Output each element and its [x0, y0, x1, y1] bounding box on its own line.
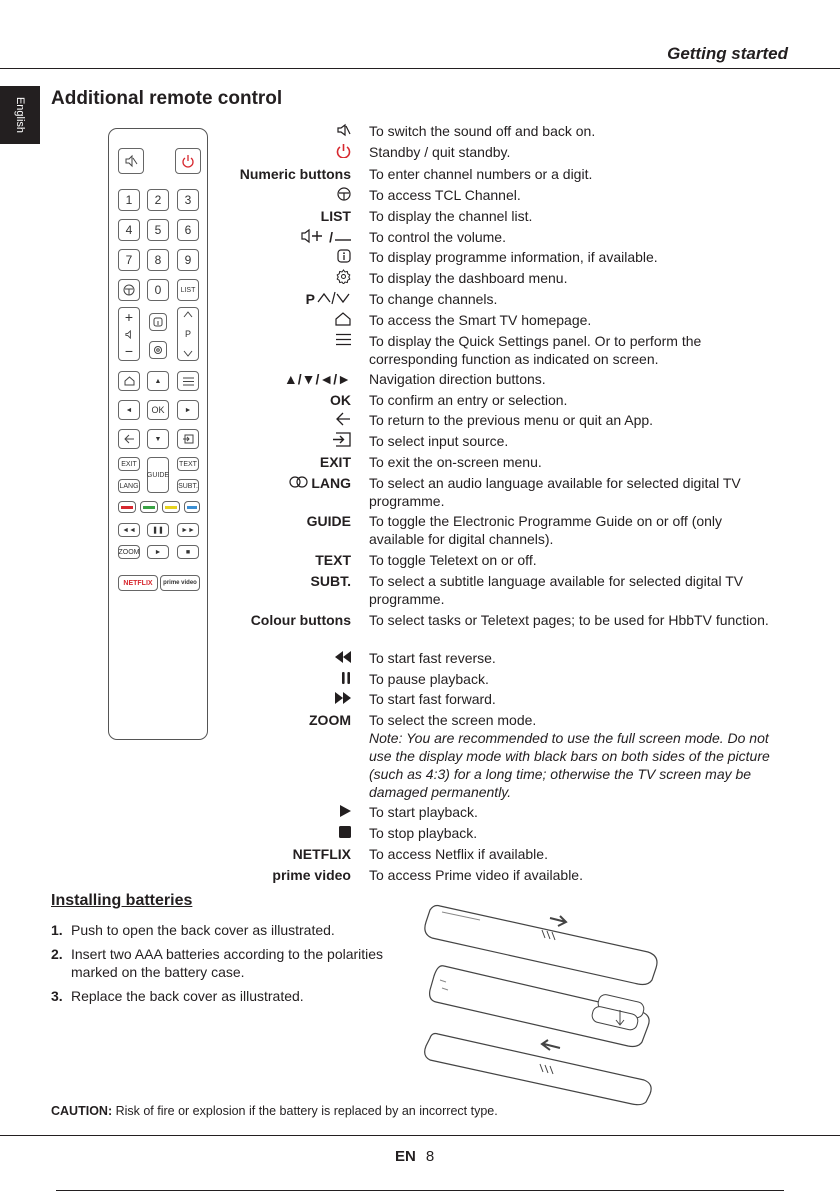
remote-control-illustration — [108, 128, 208, 740]
remote-blue-button — [184, 501, 200, 513]
page-number: 8 — [425, 1148, 435, 1165]
row-description — [369, 411, 779, 429]
install-step — [51, 921, 411, 939]
description-text: To stop playback. — [369, 825, 478, 841]
remote-text-button: TEXT — [177, 457, 199, 471]
key-label: ▲/▼/◄/► — [283, 371, 351, 387]
row-description — [369, 649, 779, 667]
key-label: prime video — [272, 867, 351, 883]
footer-lang: EN — [395, 1148, 416, 1165]
row-key — [339, 824, 351, 842]
key-label: OK — [330, 392, 351, 408]
row-key — [321, 207, 351, 225]
power-icon — [181, 154, 195, 168]
chevron-up-icon — [183, 311, 193, 318]
key-label: SUBT. — [310, 573, 351, 589]
description-text: To display the channel list. — [369, 208, 533, 224]
remote-info-button — [149, 313, 167, 331]
row-key — [337, 122, 351, 140]
bottom-rule — [56, 1190, 784, 1191]
row-key — [336, 143, 351, 161]
page-footer — [395, 1148, 434, 1165]
description-text: To start fast forward. — [369, 691, 496, 707]
install-step — [51, 945, 411, 981]
caution-note — [51, 1104, 498, 1118]
installing-batteries-heading: Installing batteries — [51, 892, 193, 909]
header-divider — [0, 68, 840, 69]
description-text: To access Netflix if available. — [369, 846, 548, 862]
row-description — [369, 165, 779, 183]
row-key — [333, 432, 351, 450]
remote-lang-button: LANG — [118, 479, 140, 493]
description-text: To change channels. — [369, 291, 498, 307]
description-text: To toggle the Electronic Programme Guide on or off (only available for digital channels). — [369, 513, 723, 547]
zoom-note: Note: You are recommended to use the full screen mode. Do not use the display mode with black bars on both sides of the picture (such as 4:3) for a long time; otherwise the TV screen may be damaged permanently. — [369, 730, 770, 800]
description-text: To enter channel numbers or a digit. — [369, 166, 593, 182]
footer-divider — [0, 1135, 840, 1136]
remote-ok-button: OK — [147, 400, 169, 420]
remote-menu-button — [177, 371, 199, 391]
key-label: TEXT — [315, 552, 351, 568]
row-key — [337, 248, 351, 266]
back-icon — [336, 412, 351, 429]
remote-digit-1: 1 — [118, 189, 140, 211]
remote-up-button: ▲ — [147, 371, 169, 391]
row-description — [369, 611, 779, 629]
chevron-down-icon — [183, 350, 193, 357]
home-icon — [124, 376, 135, 386]
row-key — [336, 269, 351, 287]
description-text: To access TCL Channel. — [369, 187, 521, 203]
key-label: / — [329, 229, 333, 245]
row-key — [307, 512, 351, 530]
remote-digit-8: 8 — [147, 249, 169, 271]
row-description — [369, 866, 779, 884]
stop-icon — [339, 825, 351, 841]
remote-left-button: ◄ — [118, 400, 140, 420]
remote-stop-button: ■ — [177, 545, 199, 559]
pause-icon — [341, 671, 351, 687]
tcl-channel-icon — [123, 284, 135, 296]
key-label: LIST — [320, 208, 351, 224]
key-label: Numeric buttons — [239, 166, 351, 182]
remote-down-button: ▼ — [147, 429, 169, 449]
remote-green-button — [140, 501, 158, 513]
menu-icon — [336, 333, 351, 349]
key-label: Colour buttons — [250, 612, 351, 628]
remote-mute-button — [118, 148, 144, 174]
remote-ff-button: ►► — [177, 523, 199, 537]
menu-icon — [183, 377, 194, 386]
remote-exit-button: EXIT — [118, 457, 140, 471]
step-number: 2. — [51, 946, 63, 962]
row-key — [320, 453, 351, 471]
battery-installation-illustration — [420, 894, 670, 1106]
remote-channel-rocker — [177, 307, 199, 361]
row-description — [369, 474, 779, 510]
key-label: ZOOM — [309, 712, 351, 728]
key-label: NETFLIX — [292, 846, 351, 862]
remote-yellow-button — [162, 501, 180, 513]
volume-icon — [125, 330, 134, 339]
remote-subt-button: SUBT. — [177, 479, 199, 493]
remote-power-button — [175, 148, 201, 174]
remote-digit-7: 7 — [118, 249, 140, 271]
remote-digit-3: 3 — [177, 189, 199, 211]
remote-digit-5: 5 — [147, 219, 169, 241]
home-icon — [335, 312, 351, 329]
input-source-icon — [183, 434, 194, 444]
description-text: To display the dashboard menu. — [369, 270, 568, 286]
key-label: GUIDE — [306, 513, 351, 529]
row-description — [369, 845, 779, 863]
description-text: To select input source. — [369, 433, 509, 449]
page-title: Additional remote control — [51, 88, 283, 109]
input-source-icon — [333, 432, 351, 450]
row-description — [369, 228, 779, 246]
remote-rewind-button: ◄◄ — [118, 523, 140, 537]
power-icon — [336, 143, 351, 161]
remote-red-button — [118, 501, 136, 513]
row-description — [369, 711, 779, 801]
row-key — [335, 311, 351, 329]
row-key — [330, 391, 351, 409]
remote-cover-close-drawing — [425, 1034, 651, 1105]
step-text: Replace the back cover as illustrated. — [71, 988, 304, 1004]
step-number: 3. — [51, 988, 63, 1004]
description-text: To access Prime video if available. — [369, 867, 583, 883]
tcl-channel-icon — [337, 187, 351, 204]
row-key — [293, 845, 351, 863]
row-key — [335, 690, 351, 708]
remote-right-button: ► — [177, 400, 199, 420]
remote-list-button: LIST — [177, 279, 199, 301]
description-text: To pause playback. — [369, 671, 489, 687]
description-text: To start fast reverse. — [369, 650, 496, 666]
description-text: To select the screen mode. — [369, 712, 537, 728]
description-text: To select tasks or Teletext pages; to be used for HbbTV function. — [369, 612, 769, 628]
row-description — [369, 370, 779, 388]
minus-icon — [335, 229, 351, 245]
description-text: To select an audio language available for selected digital TV programme. — [369, 475, 741, 509]
rewind-icon — [335, 650, 351, 666]
remote-home-button — [118, 371, 140, 391]
description-text: Navigation direction buttons. — [369, 371, 546, 387]
fast-forward-icon — [335, 691, 351, 707]
remote-digit-6: 6 — [177, 219, 199, 241]
row-description — [369, 690, 779, 708]
description-text: To display the Quick Settings panel. Or to perform the corresponding function as indicated on screen. — [369, 333, 702, 367]
remote-input-button — [177, 429, 199, 449]
install-step — [51, 987, 411, 1005]
remote-volume-rocker: + − — [118, 307, 140, 361]
row-description — [369, 207, 779, 225]
side-tab-label: English — [14, 96, 26, 134]
play-icon — [340, 804, 351, 820]
row-description — [369, 248, 779, 266]
row-key — [340, 803, 351, 821]
row-description — [369, 670, 779, 688]
row-key — [301, 228, 351, 246]
caution-label: CAUTION: — [51, 1104, 113, 1118]
step-text: Insert two AAA batteries according to the polarities marked on the battery case. — [71, 946, 384, 980]
description-text: To toggle Teletext on or off. — [369, 552, 537, 568]
remote-p-label: P — [184, 329, 191, 339]
remote-digit-0: 0 — [147, 279, 169, 301]
remote-digit-4: 4 — [118, 219, 140, 241]
row-key — [306, 290, 351, 308]
mute-icon — [337, 123, 351, 140]
description-text: To access the Smart TV homepage. — [369, 312, 592, 328]
settings-icon — [153, 345, 163, 355]
description-text: Standby / quit standby. — [369, 144, 511, 160]
row-description — [369, 551, 779, 569]
mute-icon — [124, 154, 138, 168]
row-description — [369, 290, 779, 308]
row-description — [369, 186, 779, 204]
description-text: To return to the previous menu or quit an App. — [369, 412, 654, 428]
remote-prime-button: prime video — [160, 575, 200, 591]
row-description — [369, 311, 779, 329]
row-key — [337, 186, 351, 204]
key-label: P — [305, 291, 315, 307]
description-text: To start playback. — [369, 804, 478, 820]
row-description — [369, 453, 779, 471]
description-text: To display programme information, if available. — [369, 249, 658, 265]
remote-digit-2: 2 — [147, 189, 169, 211]
row-key — [272, 866, 351, 884]
remote-back-button — [118, 429, 140, 449]
language-side-tab — [0, 86, 40, 144]
row-key — [251, 611, 351, 629]
row-key — [311, 572, 351, 590]
remote-digit-9: 9 — [177, 249, 199, 271]
row-key — [284, 370, 351, 388]
description-text: To control the volume. — [369, 229, 506, 245]
description-text: To switch the sound off and back on. — [369, 123, 596, 139]
row-description — [369, 432, 779, 450]
description-text: To exit the on-screen menu. — [369, 454, 542, 470]
remote-pause-button: ❚❚ — [147, 523, 169, 537]
row-description — [369, 512, 779, 548]
row-key — [335, 649, 351, 667]
info-icon — [153, 317, 163, 327]
section-header: Getting started — [667, 44, 788, 63]
remote-netflix-button: NETFLIX — [118, 575, 158, 591]
row-description — [369, 803, 779, 821]
row-description — [369, 391, 779, 409]
row-key — [336, 332, 351, 350]
row-key — [315, 551, 351, 569]
row-description — [369, 269, 779, 287]
row-description — [369, 332, 779, 368]
row-key — [289, 474, 351, 492]
remote-play-button: ► — [147, 545, 169, 559]
row-key — [240, 165, 351, 183]
row-key — [309, 711, 351, 729]
remote-zoom-button: ZOOM — [118, 545, 140, 559]
step-text: Push to open the back cover as illustrated. — [71, 922, 335, 938]
remote-guide-button: GUIDE — [147, 457, 169, 493]
settings-icon — [336, 269, 351, 287]
row-description — [369, 572, 779, 608]
volume-icon — [301, 228, 327, 247]
row-description — [369, 824, 779, 842]
channel-updown-icon — [317, 291, 351, 308]
remote-settings-button — [149, 341, 167, 359]
remote-tcl-button — [118, 279, 140, 301]
caution-text: Risk of fire or explosion if the battery is replaced by an incorrect type. — [112, 1104, 498, 1118]
row-key — [341, 670, 351, 688]
step-number: 1. — [51, 922, 63, 938]
key-label: EXIT — [319, 454, 351, 470]
key-label: LANG — [311, 475, 351, 491]
row-description — [369, 143, 779, 161]
description-text: To select a subtitle language available for selected digital TV programme. — [369, 573, 744, 607]
lang-icon — [289, 475, 309, 491]
back-icon — [124, 434, 135, 444]
row-description — [369, 122, 779, 140]
row-key — [336, 411, 351, 429]
description-text: To confirm an entry or selection. — [369, 392, 568, 408]
info-icon — [337, 249, 351, 266]
